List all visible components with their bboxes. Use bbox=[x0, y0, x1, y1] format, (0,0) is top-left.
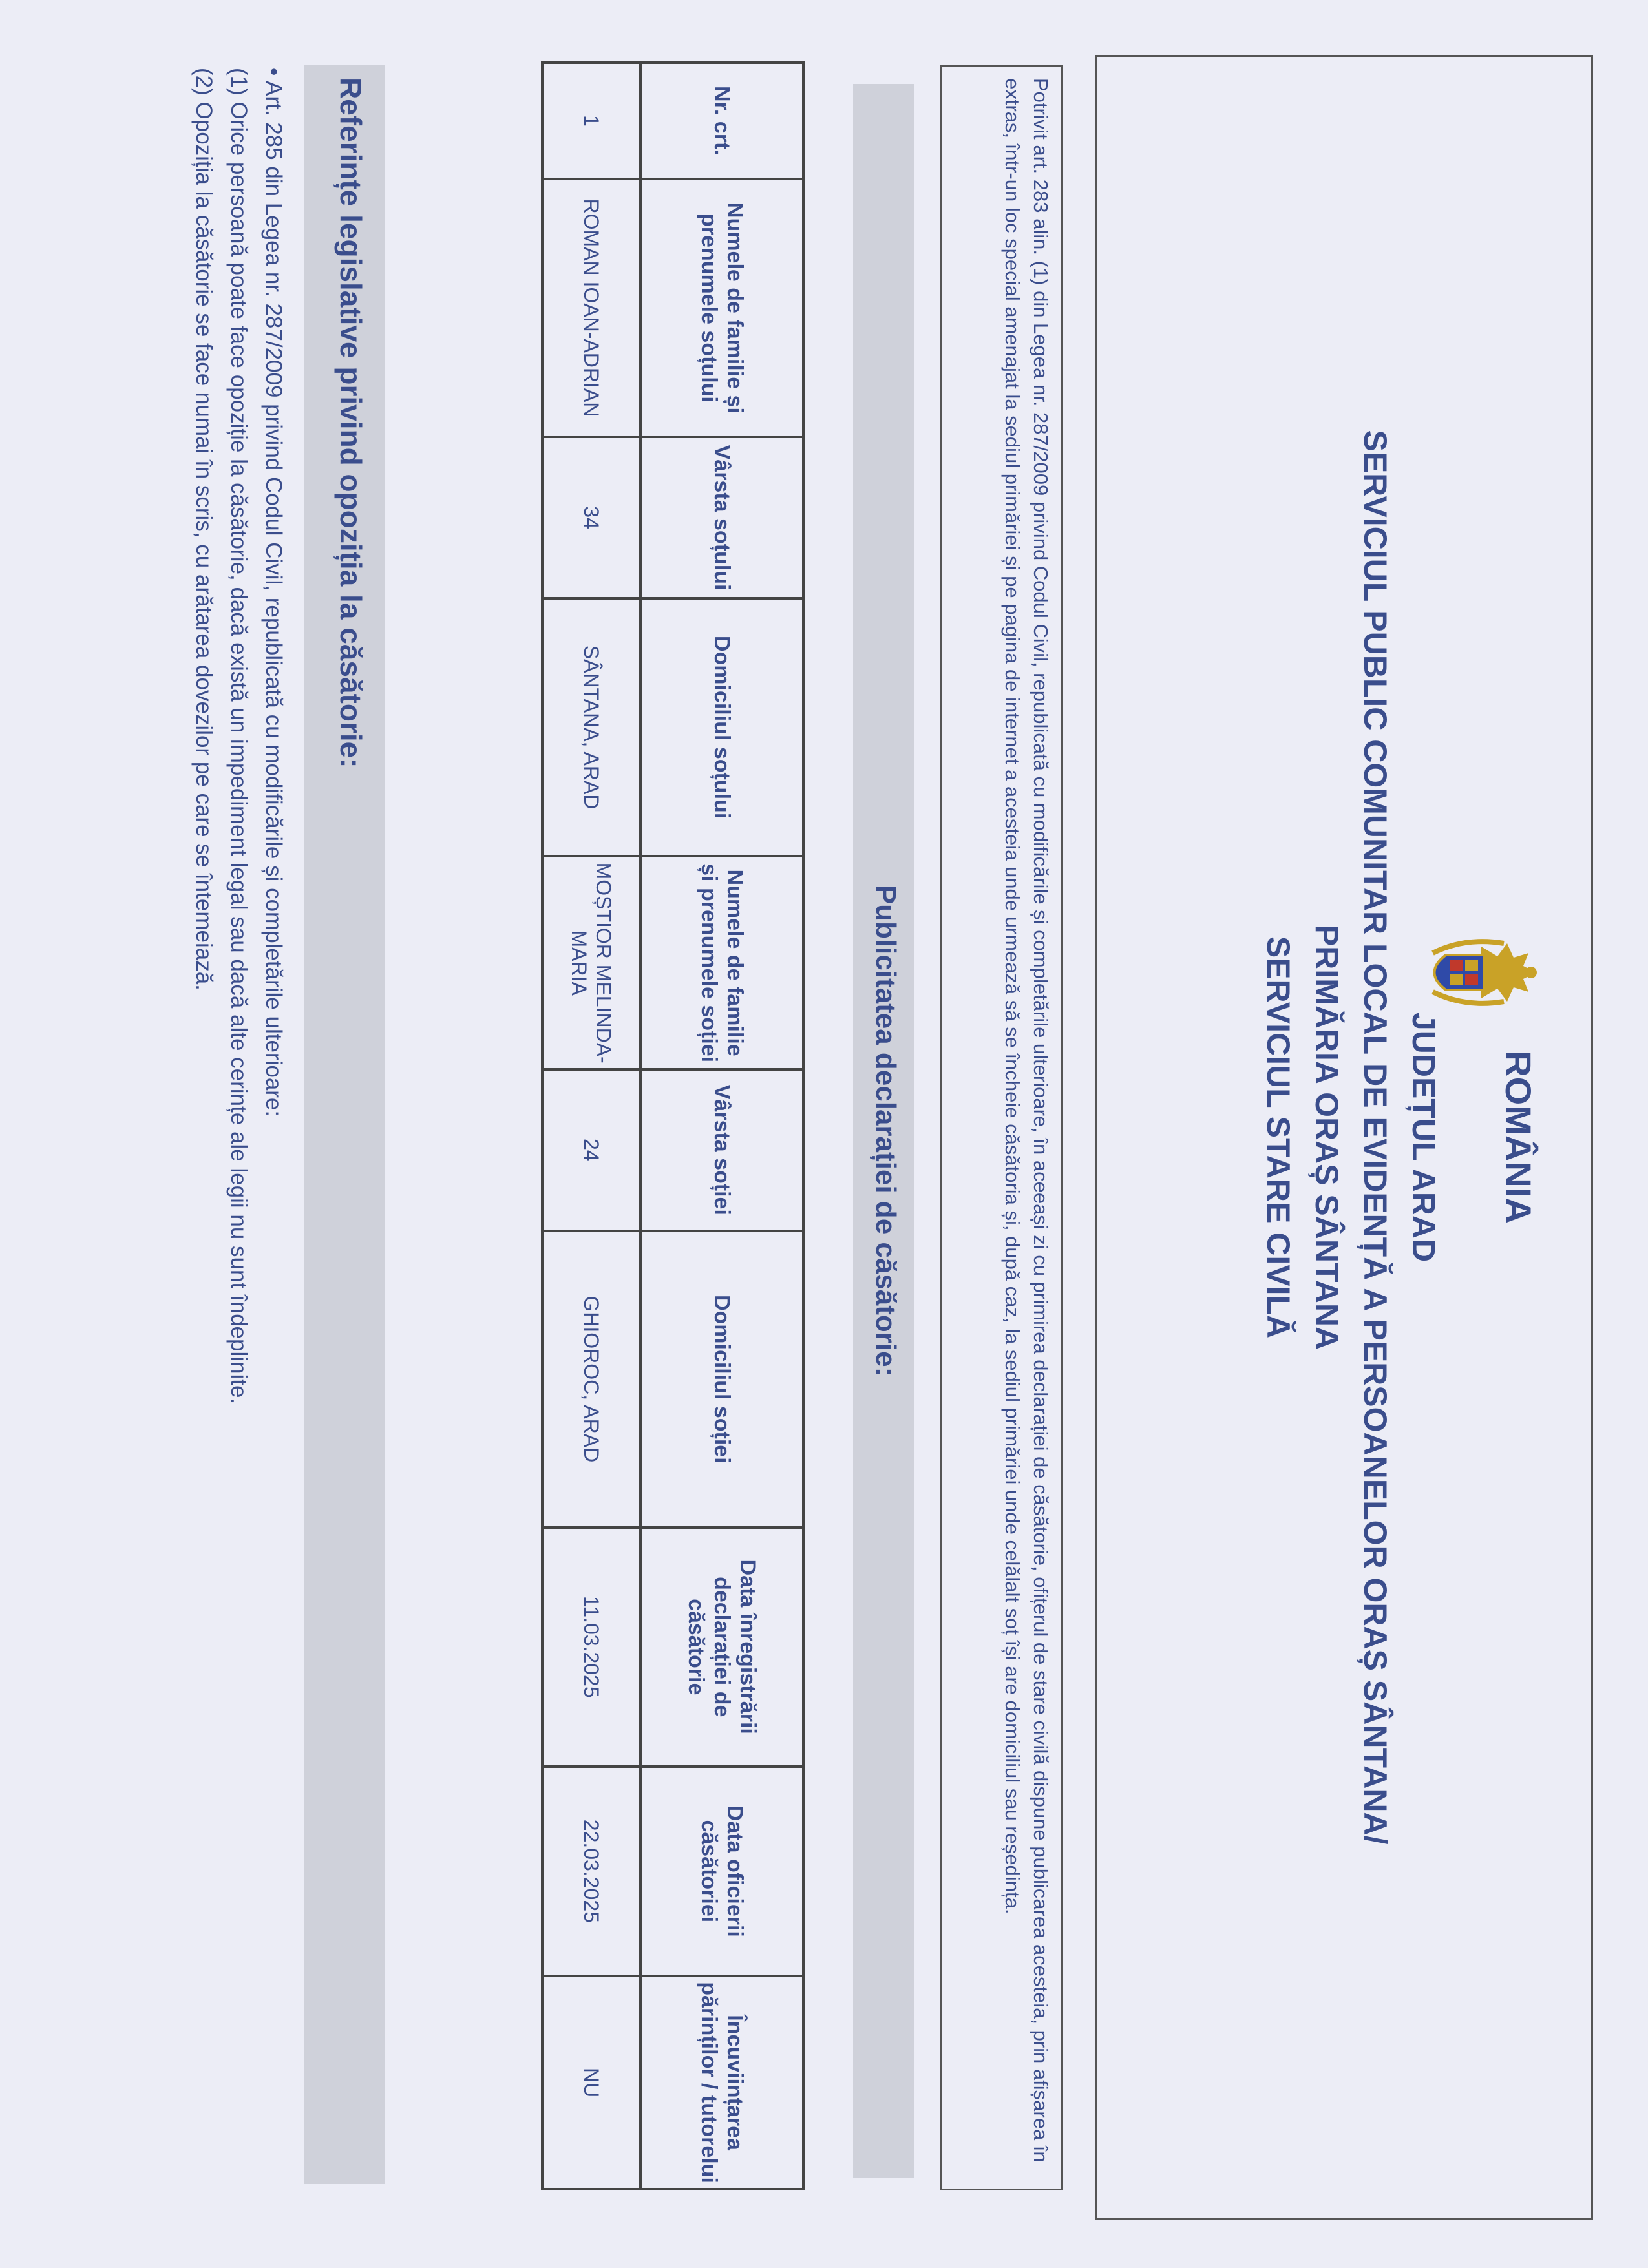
cell-husband-name: ROMAN IOAN-ADRIAN bbox=[542, 179, 640, 437]
cell-wife-domicile: GHIOROC, ARAD bbox=[542, 1231, 640, 1528]
city-hall-title: PRIMĂRIA ORAȘ SÂNTANA bbox=[1309, 924, 1345, 1350]
column-header: Vârsta soției bbox=[640, 1069, 803, 1231]
department-title: SERVICIUL STARE CIVILĂ bbox=[1260, 936, 1296, 1339]
reference-line: • Art. 285 din Legea nr. 287/2009 privind Codul Civil, republicată cu modificările și completările ulterioare: bbox=[261, 68, 286, 1117]
declarations-table bbox=[541, 61, 805, 2190]
cell-number: 1 bbox=[542, 63, 640, 179]
cell-ceremony-date: 22.03.2025 bbox=[542, 1767, 640, 1977]
cell-registration-date: 11.03.2025 bbox=[542, 1528, 640, 1767]
column-header: Data înregistrării declarației de căsătorie bbox=[640, 1528, 803, 1767]
references-heading-strip bbox=[304, 65, 385, 2184]
column-header: Domiciliul soțului bbox=[640, 598, 803, 856]
column-header: Vârsta soțului bbox=[640, 437, 803, 598]
county-title: JUDEȚUL ARAD bbox=[1406, 1012, 1442, 1263]
service-title: SERVICIUL PUBLIC COMUNITAR LOCAL DE EVIDENȚĂ A PERSOANELOR ORAȘ SÂNTANA/ bbox=[1357, 430, 1393, 1845]
column-header: Încuviințarea părinților / tutorelui bbox=[640, 1976, 803, 2189]
cell-husband-age: 34 bbox=[542, 437, 640, 598]
section-title: Publicitatea declarației de căsătorie: bbox=[870, 885, 902, 1377]
reference-line: (1) Orice persoană poate face opoziție la căsătorie, dacă există un impediment legal sau dacă alte cerințe ale legii nu sunt îndeplinite. bbox=[226, 68, 251, 1405]
header-box bbox=[1095, 55, 1593, 2220]
column-header: Nr. crt. bbox=[640, 63, 803, 179]
cell-wife-age: 24 bbox=[542, 1069, 640, 1231]
references-title: Referințe legislative privind opoziția la căsătorie: bbox=[334, 78, 368, 768]
reference-line: (2) Opoziția la căsătorie se face numai în scris, cu arătarea dovezilor pe care se întemeiază. bbox=[191, 68, 217, 991]
intro-paragraph: Potrivit art. 283 alin. (1) din Legea nr. 287/2009 privind Codul Civil, republicată cu modificările și completările ulterioare, în aceeași zi cu primirea declarației de căsătorie, ofițerul de stare civilă dispune publicarea acesteia, prin afișarea în extras, într-un loc special amenajat la sediul primăriei și pe pagina de internet a acesteia unde urmează să se încheie căsătoria și, după caz, la sediul primăriei unde celălalt soț își are domiciliul sau reședința. bbox=[940, 65, 1063, 2190]
table-row bbox=[542, 63, 640, 2189]
country-title: ROMÂNIA bbox=[1498, 1051, 1539, 1224]
references-list bbox=[186, 68, 291, 2136]
cell-husband-domicile: SÂNTANA, ARAD bbox=[542, 598, 640, 856]
column-header: Numele de familie și prenumele soției bbox=[640, 856, 803, 1069]
section-heading-strip bbox=[853, 84, 914, 2178]
column-header: Domiciliul soției bbox=[640, 1231, 803, 1528]
column-header: Data oficierii căsătoriei bbox=[640, 1767, 803, 1977]
cell-wife-name: MOȘTIOR MELINDA-MARIA bbox=[542, 856, 640, 1069]
column-header: Numele de familie și prenumele soțului bbox=[640, 179, 803, 437]
table-header-row bbox=[640, 63, 803, 2189]
cell-consent: NU bbox=[542, 1976, 640, 2189]
